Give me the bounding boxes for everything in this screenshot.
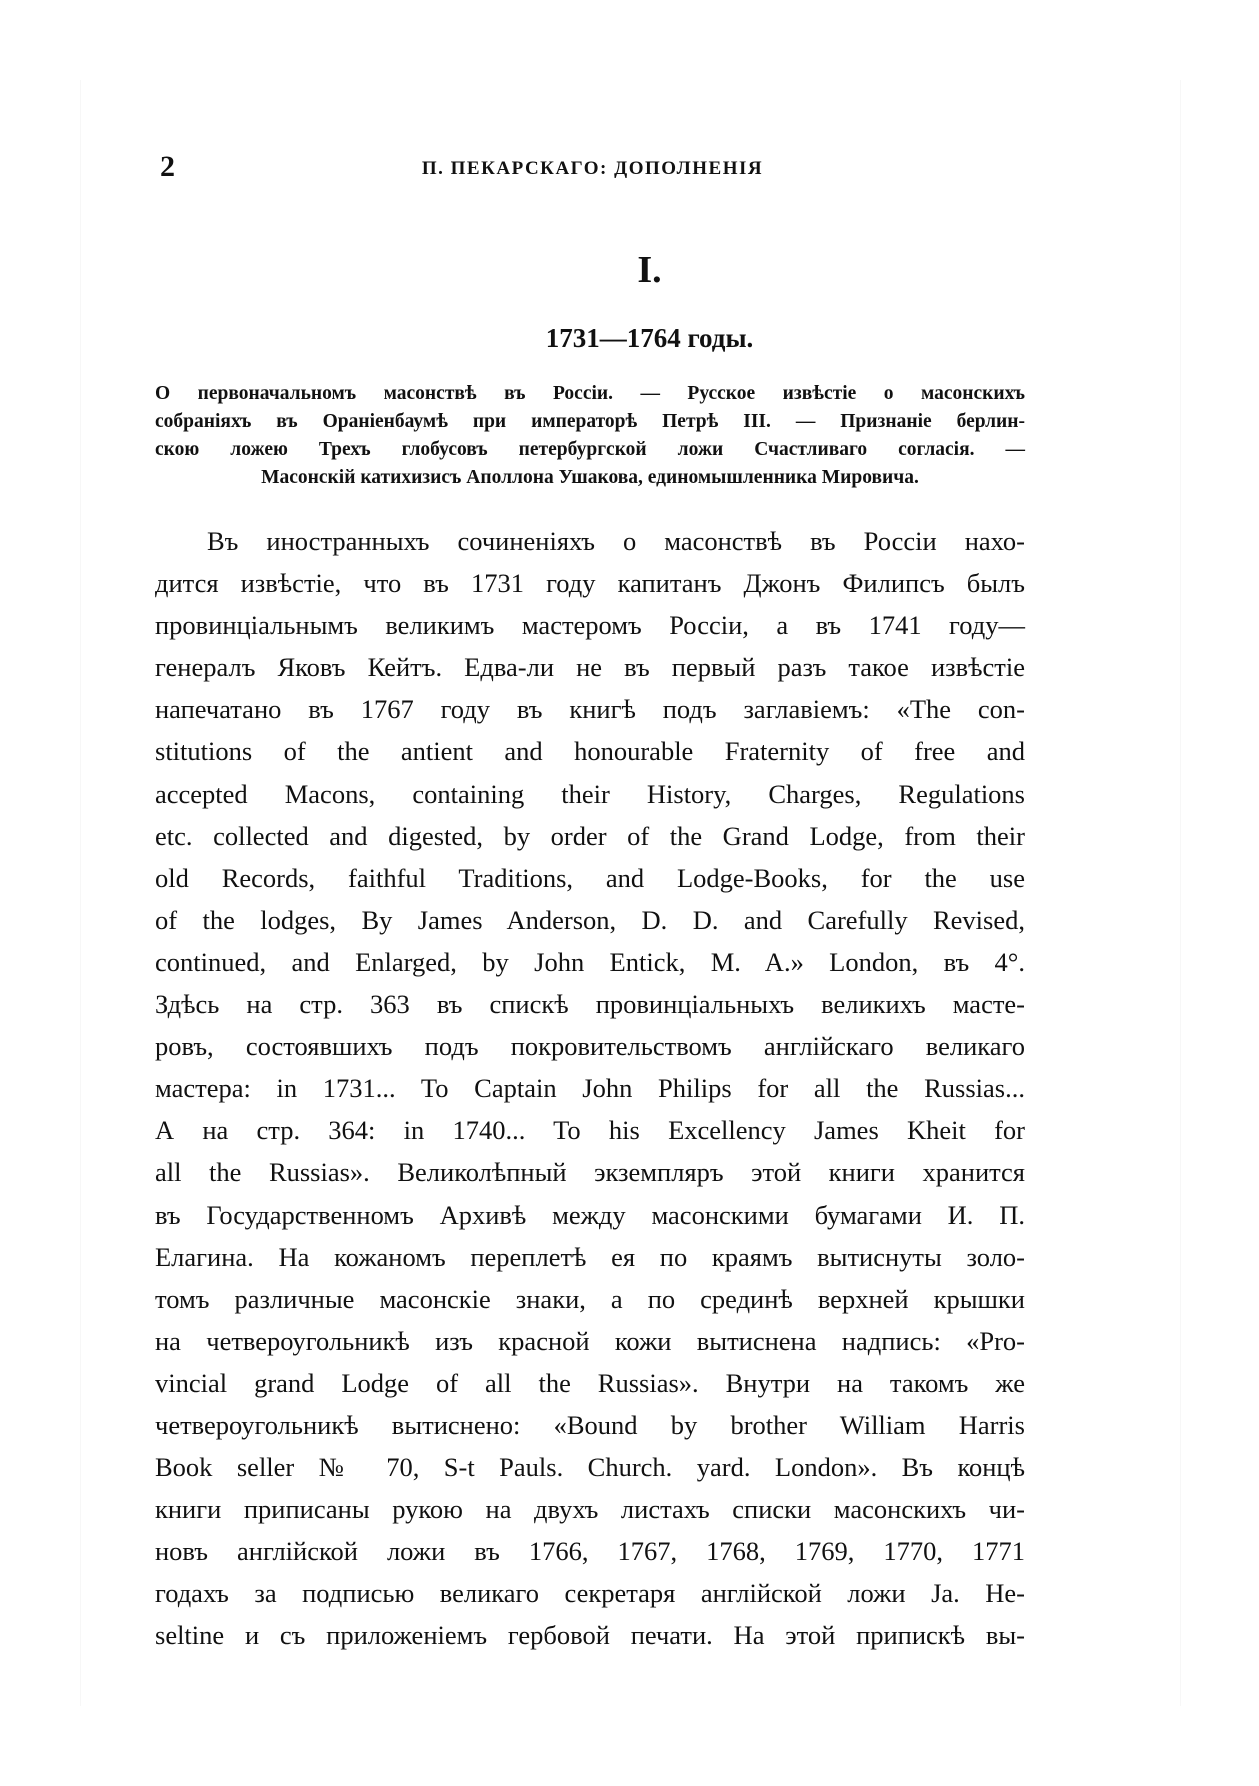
body-text	[155, 520, 1025, 1657]
body-line: old Records, faithful Traditions, and Lodge-Books, for the use	[155, 862, 1025, 893]
body-line: all the Russias». Великолѣпный экземпляръ этой книги хранится	[155, 1157, 1025, 1188]
body-line: на четвероугольникѣ изъ красной кожи вытиснена надпись: «Pro-	[155, 1325, 1025, 1356]
body-line: мастера: in 1731... To Captain John Philips for all the Russias...	[155, 1073, 1025, 1104]
body-line: четвероугольникѣ вытиснено: «Bound by brother William Harris	[155, 1409, 1025, 1440]
summary-line: О первоначальномъ масонствѣ въ Россіи. — Русское извѣстіе о масонскихъ	[155, 383, 1025, 404]
chapter-years: 1731—1764 годы.	[545, 323, 754, 353]
body-line: провинціальнымъ великимъ мастеромъ Россіи, а въ 1741 году—	[155, 610, 1025, 641]
body-line: новъ англійской ложи въ 1766, 1767, 1768, 1769, 1770, 1771	[155, 1536, 1025, 1567]
body-line: etc. collected and digested, by order of the Grand Lodge, from their	[155, 820, 1025, 851]
body-line: Здѣсь на стр. 363 въ спискѣ провинціальныхъ великихъ масте-	[155, 989, 1025, 1020]
body-line: stitutions of the antient and honourable Fraternity of free and	[155, 736, 1025, 767]
summary-line: собраніяхъ въ Ораніенбаумѣ при императорѣ Петрѣ III. — Признаніе берлин-	[155, 411, 1025, 432]
body-line: томъ различные масонскіе знаки, а по срединѣ верхней крышки	[155, 1283, 1025, 1314]
body-line: accepted Macons, containing their History, Charges, Regulations	[155, 778, 1025, 809]
body-line: Елагина. На кожаномъ переплетѣ ея по краямъ вытиснуты золо-	[155, 1241, 1025, 1272]
summary-line: Масонскій катихизисъ Аполлона Ушакова, единомышленника Мировича.	[261, 467, 919, 488]
body-line: vincial grand Lodge of all the Russias». Внутри на такомъ же	[155, 1367, 1025, 1398]
body-line: напечатано въ 1767 году въ книгѣ подъ заглавіемъ: «The con-	[155, 694, 1025, 725]
body-line: seltine и съ приложеніемъ гербовой печати. На этой припискѣ вы-	[155, 1620, 1025, 1651]
body-line: Въ иностранныхъ сочиненіяхъ о масонствѣ въ Россіи нахо-	[207, 526, 1025, 556]
page-header	[160, 150, 1025, 190]
chapter-numeral: I.	[637, 249, 662, 291]
page-number: 2	[160, 150, 175, 183]
body-line: годахъ за подписью великаго секретаря англійской ложи Ja. He-	[155, 1578, 1025, 1609]
body-line: генералъ Яковъ Кейтъ. Едва-ли не въ первый разъ такое извѣстіе	[155, 652, 1025, 683]
body-line: ровъ, состоявшихъ подъ покровительствомъ англійскаго великаго	[155, 1031, 1025, 1062]
body-line: дится извѣстіе, что въ 1731 году капитанъ Джонъ Филипсъ былъ	[155, 568, 1025, 599]
body-line: въ Государственномъ Архивѣ между масонскими бумагами И. П.	[155, 1199, 1025, 1230]
body-line: А на стр. 364: in 1740... To his Excellency James Kheit for	[155, 1115, 1025, 1146]
chapter-summary	[155, 380, 1025, 492]
body-line: of the lodges, By James Anderson, D. D. and Carefully Revised,	[155, 904, 1025, 935]
body-line: книги приписаны рукою на двухъ листахъ списки масонскихъ чи-	[155, 1494, 1025, 1525]
summary-line: скою ложею Трехъ глобусовъ петербургской ложи Счастливаго согласія. —	[155, 439, 1025, 460]
body-line: continued, and Enlarged, by John Entick, M. A.» London, въ 4°.	[155, 946, 1025, 977]
running-head: П. ПЕКАРСКАГО: ДОПОЛНЕНІЯ	[421, 158, 764, 179]
body-line: Book seller № 70, S-t Pauls. Church. yard. London». Въ концѣ	[155, 1452, 1025, 1483]
